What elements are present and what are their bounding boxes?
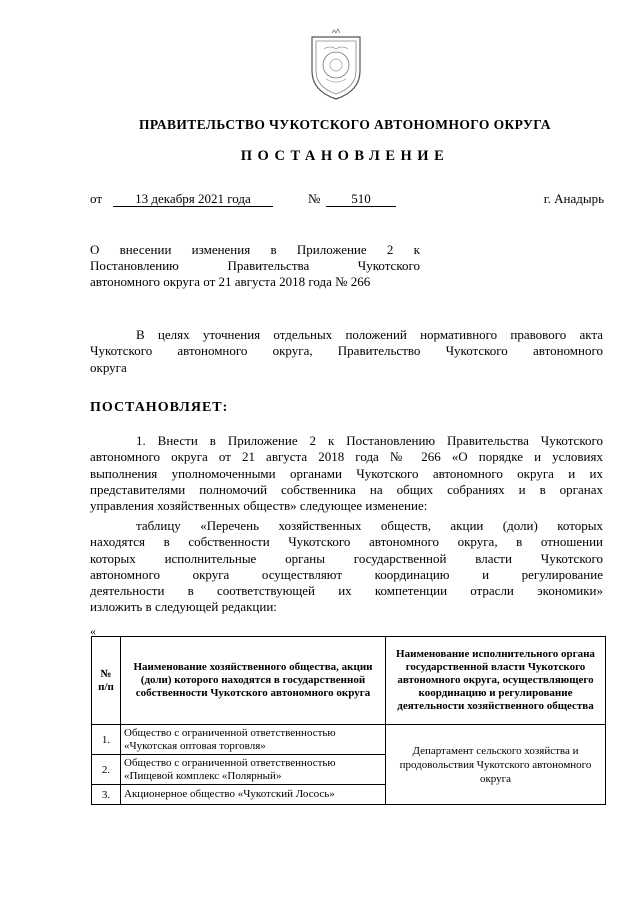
decree-number: 510: [326, 191, 396, 207]
table-intro-line: которых исполнительные органы государственной власти Чукотского: [90, 550, 603, 566]
row-company: Акционерное общество «Чукотский Лосось»: [121, 785, 386, 805]
table-intro-line: деятельности в соответствующей их компетенции отрасли экономики»: [90, 583, 603, 599]
subject-line: автономного округа от 21 августа 2018 года № 266: [90, 274, 371, 289]
table-intro-line: находятся в собственности Чукотского автономного округа, в отношении: [90, 534, 603, 550]
row-num: 2.: [92, 755, 121, 785]
coat-of-arms-emblem: [306, 27, 366, 103]
government-title: ПРАВИТЕЛЬСТВО ЧУКОТСКОГО АВТОНОМНОГО ОКРУГА: [139, 117, 551, 132]
decree-city: г. Анадырь: [543, 191, 604, 206]
item-1-line: 1. Внести в Приложение 2 к Постановлению Правительства Чукотского: [136, 433, 603, 448]
item-1-line: выполнения уполномоченными органами Чукотского автономного округа и их: [90, 465, 603, 481]
header-company: Наименование хозяйственного общества, акции (доли) которого находятся в государственной собственности Чукотского автономного округа: [121, 637, 386, 725]
item-1-line: автономного округа от 21 августа 2018 года № 266 «О порядке и условиях: [90, 449, 603, 465]
decree-date: 13 декабря 2021 года: [113, 191, 273, 207]
row-authority: Департамент сельского хозяйства и продовольствия Чукотского автономного округа: [386, 725, 606, 805]
date-prefix-label: от: [90, 191, 103, 206]
item-1: [90, 433, 603, 514]
decree-title: ПОСТАНОВЛЕНИЕ: [240, 148, 450, 164]
companies-table: [91, 636, 606, 805]
item-1-line: представителями полномочий собственника на общих собраниях и в органах: [90, 481, 603, 497]
item-1-line: управления хозяйственных обществ» следующее изменение:: [90, 498, 428, 514]
table-intro: [90, 518, 603, 616]
table-intro-line: изложить в следующей редакции:: [90, 599, 277, 615]
subject-line: Постановлению Правительства Чукотского: [90, 258, 420, 273]
preamble: [90, 327, 603, 376]
table-intro-line: таблицу «Перечень хозяйственных обществ, акции (доли) которых: [136, 518, 603, 533]
row-num: 1.: [92, 725, 121, 755]
decree-subject: [90, 242, 420, 290]
row-company: Общество с ограниченной ответственностью «Чукотская оптовая торговля»: [121, 725, 386, 755]
row-num: 3.: [92, 785, 121, 805]
subject-line: О внесении изменения в Приложение 2 к: [90, 242, 420, 257]
table-row: [92, 725, 606, 755]
preamble-line: Чукотского автономного округа, Правительство Чукотского автономного: [90, 343, 603, 359]
row-company: Общество с ограниченной ответственностью «Пищевой комплекс «Полярный»: [121, 755, 386, 785]
header-num: № п/п: [92, 637, 121, 725]
table-header-row: [92, 637, 606, 725]
preamble-line: округа: [90, 359, 127, 375]
header-authority: Наименование исполнительного органа государственной власти Чукотского автономного округа, осуществляющего координацию и регулирование деятельности хозяйственного общества: [386, 637, 606, 725]
preamble-line: В целях уточнения отдельных положений нормативного правового акта: [136, 327, 603, 342]
table-intro-line: автономного округа осуществляют координацию и регулирование: [90, 566, 603, 582]
number-label: №: [308, 191, 321, 206]
open-quote-mark: «: [90, 624, 96, 638]
decree-meta-row: [90, 191, 604, 211]
resolve-heading: ПОСТАНОВЛЯЕТ:: [90, 400, 229, 415]
